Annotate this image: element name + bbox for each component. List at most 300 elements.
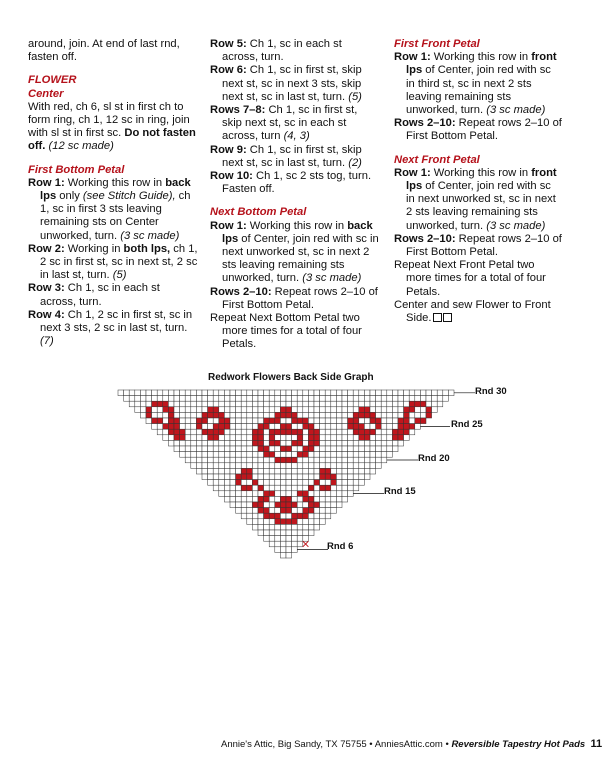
graph-cell-filled (163, 401, 169, 407)
graph-cell (174, 396, 180, 402)
graph-cell-filled (275, 513, 281, 519)
graph-cell (224, 401, 230, 407)
graph-cell (336, 485, 342, 491)
graph-cell-filled (286, 496, 292, 502)
graph-cell-filled (303, 508, 309, 514)
graph-cell-filled (269, 513, 275, 519)
graph-cell (174, 401, 180, 407)
graph-cell (236, 468, 242, 474)
graph-cell-filled (258, 440, 264, 446)
graph-cell (297, 524, 303, 530)
graph-cell (124, 390, 130, 396)
graph-cell (320, 440, 326, 446)
graph-cell (230, 502, 236, 508)
graph-cell (392, 418, 398, 424)
graph-cell (269, 480, 275, 486)
graph-cell-filled (297, 513, 303, 519)
graph-cell (443, 396, 449, 402)
row-text: of Center, join red with sc in next unworked st, sc in next 2 sts leaving remaining sts unworked, turn. (406, 180, 556, 232)
graph-cell (359, 446, 365, 452)
center-text: With red, ch 6, sl st in first ch to form ring, ch 1, 12 sc in ring, join with sl st in first sc. (28, 100, 190, 140)
graph-cell (264, 474, 270, 480)
graph-cell (269, 390, 275, 396)
graph-cell (325, 508, 331, 514)
graph-cell (348, 485, 354, 491)
graph-cell (331, 396, 337, 402)
graph-cell (308, 480, 314, 486)
graph-cell (292, 496, 298, 502)
graph-cell (241, 401, 247, 407)
graph-cell (370, 390, 376, 396)
graph-cell (236, 424, 242, 430)
graph-cell (241, 508, 247, 514)
graph-cell (224, 463, 230, 469)
graph-cell-filled (208, 407, 214, 413)
graph-cell (364, 401, 370, 407)
graph-cell (420, 412, 426, 418)
graph-cell (286, 491, 292, 497)
graph-cell (247, 446, 253, 452)
graph-cell (230, 491, 236, 497)
graph-cell (364, 440, 370, 446)
graph-cell (303, 407, 309, 413)
graph-cell (219, 446, 225, 452)
graph-cell (252, 412, 258, 418)
graph-cell (314, 496, 320, 502)
end-box-icon (443, 313, 452, 322)
graph-cell-filled (286, 412, 292, 418)
graph-cell (252, 457, 258, 463)
graph-cell (191, 396, 197, 402)
graph-cell (230, 390, 236, 396)
graph-cell (325, 513, 331, 519)
row-text: Ch 1, sc in each st across, turn. (222, 38, 342, 64)
graph-cell (208, 480, 214, 486)
graph-cell (264, 485, 270, 491)
graph-cell (191, 440, 197, 446)
graph-cell (314, 474, 320, 480)
row-label: Row 10: (210, 170, 253, 183)
row-3-instructions (28, 282, 198, 308)
graph-cell-filled (168, 418, 174, 424)
graph-cell-filled (398, 418, 404, 424)
graph-cell (297, 446, 303, 452)
graph-cell (135, 396, 141, 402)
graph-cell (280, 418, 286, 424)
graph-cell-filled (286, 519, 292, 525)
graph-cell (325, 412, 331, 418)
row-text: Repeat rows 2–10 of First Bottom Petal. (406, 117, 562, 143)
graph-cell (264, 435, 270, 441)
repeat-bottom-instructions: Repeat Next Bottom Petal two more times for a total of four Petals. (210, 312, 362, 351)
row-text: Working this row in (430, 51, 532, 64)
graph-cell-filled (325, 468, 331, 474)
graph-cell-filled (292, 513, 298, 519)
graph-cell-filled (258, 496, 264, 502)
graph-cell (219, 491, 225, 497)
graph-cell (196, 452, 202, 458)
graph-cell (258, 390, 264, 396)
graph-cell (230, 412, 236, 418)
graph-cell (381, 390, 387, 396)
graph-cell (331, 429, 337, 435)
graph-cell (342, 412, 348, 418)
graph-cell (320, 508, 326, 514)
graph-cell (342, 418, 348, 424)
graph-cell (275, 463, 281, 469)
graph-cell (370, 435, 376, 441)
graph-cell (308, 396, 314, 402)
graph-cell (129, 401, 135, 407)
graph-cell (348, 480, 354, 486)
row-text: Ch 1, sc in first st, skip next st, sc in each st across, turn (222, 104, 358, 143)
graph-cell-filled (303, 513, 309, 519)
graph-cell (213, 480, 219, 486)
graph-cell (331, 502, 337, 508)
graph-cell (236, 429, 242, 435)
graph-cell (196, 429, 202, 435)
graph-cell (275, 396, 281, 402)
graph-cell (202, 474, 208, 480)
graph-cell (241, 457, 247, 463)
graph-cell (342, 496, 348, 502)
graph-cell (308, 418, 314, 424)
graph-cell (353, 435, 359, 441)
graph-cell (280, 401, 286, 407)
graph-cell (264, 401, 270, 407)
graph-cell (241, 440, 247, 446)
graph-cell (286, 440, 292, 446)
graph-cell (275, 446, 281, 452)
graph-cell-filled (292, 412, 298, 418)
graph-cell (292, 424, 298, 430)
graph-cell-filled (280, 424, 286, 430)
graph-cell (297, 508, 303, 514)
graph-cell (353, 401, 359, 407)
graph-cell (247, 508, 253, 514)
graph-cell (286, 474, 292, 480)
row-label: Row 1: (210, 219, 247, 232)
graph-cell (448, 390, 454, 396)
graph-cell (359, 452, 365, 458)
graph-cell (264, 519, 270, 525)
graph-cell (230, 407, 236, 413)
graph-cell (219, 435, 225, 441)
graph-cell (185, 429, 191, 435)
graph-cell (292, 536, 298, 542)
graph-cell (292, 435, 298, 441)
row-label: Row 1: (394, 51, 431, 64)
graph-cell (292, 524, 298, 530)
graph-cell (314, 407, 320, 413)
graph-cell (320, 429, 326, 435)
graph-cell-filled (292, 429, 298, 435)
graph-cell (297, 502, 303, 508)
graph-cell (252, 508, 258, 514)
graph-cell-filled (308, 446, 314, 452)
graph-cell (342, 491, 348, 497)
graph-cell (230, 496, 236, 502)
text-column-2 (210, 38, 380, 352)
rows-7-8-instructions (210, 104, 380, 144)
graph-cell (208, 468, 214, 474)
graph-cell-filled (292, 502, 298, 508)
graph-cell (314, 396, 320, 402)
graph-cell (308, 412, 314, 418)
graph-cell (208, 474, 214, 480)
graph-cell-filled (314, 429, 320, 435)
graph-cell (308, 463, 314, 469)
graph-cell (348, 429, 354, 435)
graph-cell (275, 468, 281, 474)
paragraph-continued: around, join. At end of last rnd, fasten off. (28, 38, 180, 64)
graph-cell (247, 435, 253, 441)
graph-cell-filled (286, 424, 292, 430)
row-text: Working in (64, 242, 124, 255)
graph-cell (325, 457, 331, 463)
graph-cell (376, 390, 382, 396)
graph-cell-filled (292, 440, 298, 446)
graph-cell (314, 446, 320, 452)
graph-cell (168, 396, 174, 402)
graph-cell (376, 401, 382, 407)
graph-cell (370, 452, 376, 458)
row-italic: (see Stitch Guide), (82, 190, 176, 203)
graph-cell (129, 396, 135, 402)
graph-cell (387, 396, 393, 402)
graph-cell (325, 429, 331, 435)
graph-cell (308, 401, 314, 407)
finish-instructions (394, 299, 562, 325)
graph-cell-filled (359, 407, 365, 413)
graph-cell (370, 407, 376, 413)
graph-cell (364, 474, 370, 480)
graph-cell-filled (297, 429, 303, 435)
graph-cell (286, 418, 292, 424)
graph-cell (196, 407, 202, 413)
graph-cell-filled (292, 457, 298, 463)
graph-cell (140, 396, 146, 402)
graph-cell (331, 468, 337, 474)
graph-cell-filled (353, 412, 359, 418)
graph-cell (241, 435, 247, 441)
graph-cell (191, 452, 197, 458)
graph-cell (196, 401, 202, 407)
graph-cell-filled (359, 435, 365, 441)
graph-cell (202, 446, 208, 452)
graph-cell (180, 396, 186, 402)
graph-title: Redwork Flowers Back Side Graph (208, 372, 374, 383)
graph-cell (269, 508, 275, 514)
graph-cell (359, 440, 365, 446)
graph-cell (348, 457, 354, 463)
graph-cell-filled (275, 440, 281, 446)
graph-cell-filled (275, 412, 281, 418)
graph-cell-filled (280, 412, 286, 418)
graph-cell (202, 407, 208, 413)
graph-cell-filled (376, 424, 382, 430)
graph-cell (152, 424, 158, 430)
graph-cell-filled (404, 407, 410, 413)
graph-cell (241, 452, 247, 458)
graph-cell (359, 401, 365, 407)
graph-cell (336, 418, 342, 424)
graph-cell-filled (426, 407, 432, 413)
graph-cell (236, 418, 242, 424)
graph-cell (364, 446, 370, 452)
graph-cell (224, 390, 230, 396)
center-bold: Do not fasten off. (28, 127, 196, 153)
graph-cell (258, 491, 264, 497)
graph-cell (297, 412, 303, 418)
row-text: Working this row in (64, 176, 166, 189)
graph-cell (275, 424, 281, 430)
graph-cell (196, 435, 202, 441)
graph-cell (180, 424, 186, 430)
graph-cell-filled (157, 401, 163, 407)
graph-cell-filled (359, 429, 365, 435)
graph-cell (269, 424, 275, 430)
graph-cell (387, 407, 393, 413)
graph-cell (381, 401, 387, 407)
next-rows-2-10-instructions (210, 286, 380, 312)
graph-cell (236, 435, 242, 441)
graph-cell (230, 457, 236, 463)
graph-cell (292, 452, 298, 458)
graph-cell (392, 440, 398, 446)
graph-cell-filled (404, 424, 410, 430)
graph-cell-filled (168, 407, 174, 413)
graph-cell-filled (398, 429, 404, 435)
graph-cell (275, 547, 281, 553)
graph-cell (258, 530, 264, 536)
graph-cell-filled (297, 418, 303, 424)
graph-cell-filled (236, 480, 242, 486)
graph-cell (280, 536, 286, 542)
row-text: Ch 1, sc in first st, skip next st, sc in last st, turn. (222, 143, 362, 169)
graph-cell-filled (157, 418, 163, 424)
graph-cell (269, 502, 275, 508)
graph-cell (152, 390, 158, 396)
graph-cell (348, 491, 354, 497)
graph-cell (437, 390, 443, 396)
graph-cell (292, 446, 298, 452)
graph-cell (269, 457, 275, 463)
graph-cell (292, 541, 298, 547)
graph-cell (348, 412, 354, 418)
graph-cell (331, 496, 337, 502)
graph-cell-filled (404, 429, 410, 435)
graph-cell (124, 396, 130, 402)
graph-cell (286, 485, 292, 491)
graph-cell (297, 474, 303, 480)
graph-cell (325, 390, 331, 396)
graph-cell (208, 440, 214, 446)
graph-cell-filled (409, 407, 415, 413)
graph-cell (185, 435, 191, 441)
graph-cell (252, 401, 258, 407)
graph-cell (286, 390, 292, 396)
graph-cell-filled (308, 485, 314, 491)
graph-cell (258, 407, 264, 413)
graph-cell (308, 513, 314, 519)
graph-cell (163, 435, 169, 441)
graph-cell (224, 435, 230, 441)
graph-cell (342, 440, 348, 446)
graph-cell-filled (286, 508, 292, 514)
graph-cell (140, 407, 146, 413)
graph-cell (230, 452, 236, 458)
graph-cell (303, 390, 309, 396)
row-label: Rows 7–8: (210, 104, 266, 117)
graph-cell (286, 435, 292, 441)
graph-cell-filled (264, 513, 270, 519)
heading-center: Center (28, 87, 64, 100)
graph-cell-filled (258, 424, 264, 430)
row-label: Row 6: (210, 64, 247, 77)
graph-cell (252, 446, 258, 452)
graph-cell (437, 401, 443, 407)
graph-cell-filled (280, 446, 286, 452)
graph-cell (258, 463, 264, 469)
graph-cell (342, 485, 348, 491)
redwork-flowers-graph (100, 382, 520, 562)
row-text: Repeat rows 2–10 of First Bottom Petal. (222, 285, 378, 311)
graph-cell (370, 440, 376, 446)
graph-cell (303, 396, 309, 402)
graph-cell (280, 474, 286, 480)
graph-cell-filled (258, 502, 264, 508)
graph-cell-filled (308, 440, 314, 446)
graph-cell (353, 452, 359, 458)
graph-cell (163, 396, 169, 402)
graph-cell-filled (409, 424, 415, 430)
graph-cell (297, 463, 303, 469)
graph-cell (157, 407, 163, 413)
graph-cell (264, 530, 270, 536)
next-row-1-instructions (210, 220, 380, 286)
graph-cell (336, 496, 342, 502)
row-label: Rows 2–10: (394, 117, 456, 130)
graph-cell (275, 480, 281, 486)
graph-cell (202, 457, 208, 463)
graph-cell (168, 440, 174, 446)
row-text: of Center, join red with sc in next unworked st, sc in next 2 sts leaving remaining sts unworked, turn. (222, 232, 379, 285)
graph-cell (213, 390, 219, 396)
graph-cell-filled (202, 418, 208, 424)
graph-cell-filled (152, 401, 158, 407)
graph-cell (320, 463, 326, 469)
graph-cell (297, 530, 303, 536)
graph-cell-filled (308, 429, 314, 435)
graph-cell (275, 530, 281, 536)
graph-cell (297, 468, 303, 474)
graph-cell-filled (241, 474, 247, 480)
graph-cell-filled (275, 418, 281, 424)
graph-cell (219, 457, 225, 463)
graph-cell-filled (174, 418, 180, 424)
graph-cell-filled (420, 401, 426, 407)
graph-cell (303, 524, 309, 530)
graph-cell (264, 407, 270, 413)
graph-cell-filled (163, 407, 169, 413)
graph-cell (303, 519, 309, 525)
graph-cell (275, 407, 281, 413)
graph-cell (314, 390, 320, 396)
row-text: ch 1, 2 sc in first st, sc in next st, 2 sc in last st, turn. (40, 242, 198, 282)
graph-cell (202, 424, 208, 430)
graph-cell (376, 457, 382, 463)
